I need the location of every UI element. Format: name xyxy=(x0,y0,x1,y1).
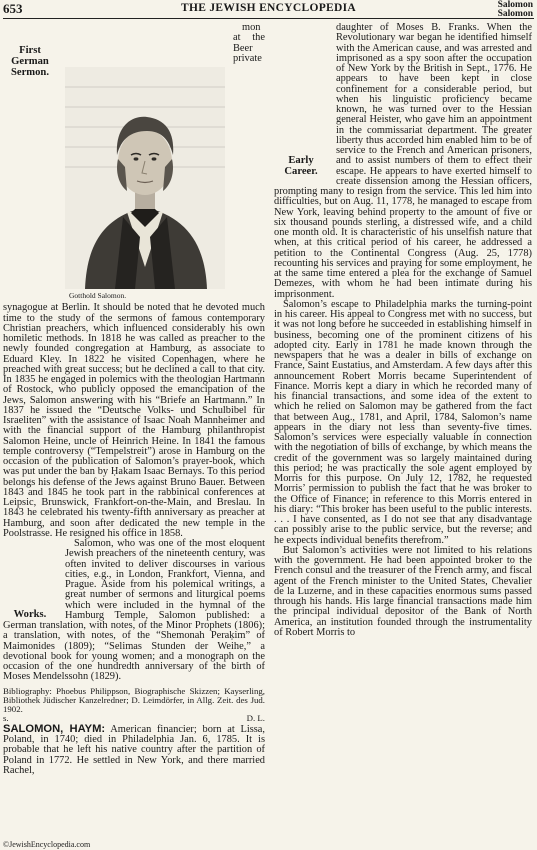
signature-line xyxy=(3,714,265,724)
running-head-line-2: Salomon xyxy=(497,9,533,19)
portrait-figure xyxy=(65,67,225,301)
header-rule xyxy=(3,18,534,19)
site-watermark: ©JewishEncyclopedia.com xyxy=(3,840,91,849)
journal-title: THE JEWISH ENCYCLOPEDIA xyxy=(181,2,356,14)
right-paragraph-2: Salomon’s escape to Philadelphia marks the turning-point in his career. His appeal to Congress met with no success, but it was not long before he succeeded in establishing himself in business, becoming one of the prominent citizens of his adopted city. Early in 1781 he made known through the newspapers that he was a dealer in bills of exchange on France, Saint Eustatius, and Amsterdam. A few days after this announcement Robert Morris became Superintendent of Finance. Morris kept a diary in which he recorded many of his financial transactions, and some idea of the extent to which he relied on Salomon may be gathered from the fact that between Aug., 1781, and April, 1784, Salomon’s name appears in the diary not less than seventy-five times. Salomon’s services were especially valuable in connection with the negotiation of bills of exchange, by which means the credit of the government was so largely maintained during this period; he was practically the sole agent employed by Morris for this purpose. On July 12, 1782, he requested Morris’ permission to publish the fact that he was broker to the Office of Finance; in reference to this Morris entered in his diary: “This broker has been useful to the public interests. . . . I have consented, as I do not see that any disadvantage can possibly arise to the public service, but the reverse; and he expects individual benefits therefrom.” xyxy=(274,298,532,546)
author-initials: D. L. xyxy=(246,712,265,723)
side-heading-early-career: Early Career. xyxy=(284,155,318,177)
running-head xyxy=(498,1,533,19)
figure-caption: Gotthold Salomon. xyxy=(69,291,127,300)
right-column xyxy=(274,23,532,638)
left-paragraph-1: mon at the Beer private synagogue at Berlin. It should be noted that he devoted much time to the study of the sermons of famous contemporary Christian preachers, which influenced considerably his own homiletic methods. In 1818 he was called as preacher to the newly founded congregation at Hamburg, as associate to Eduard Kley. In 1822 he visited Copenhagen, where he preached with great success; but he declined a call to that city. In 1835 he engaged in polemics with the theologian Hartmann of Rostock, who publicly opposed the emancipation of the Jews, Salomon answering with his “Briefe an Hartmann.” In 1837 he issued the “Deutsche Volks- und Schulbibel für Israeliten” with the assistance of Isaac Noah Mannheimer and with the financial support of the Hamburg philanthropist Salomon Heine, uncle of Heinrich Heine. In 1841 the famous temple controversy (“Tempelstreit”) arose in Hamburg on the occasion of the publication of Salomon’s prayer-book, which was put under the ban by Ḥakam Isaac Bernays. To this period belongs his defense of the Jews against Bruno Bauer. Between 1843 and 1845 he took part in the rabbinical conferences at Leipsic, Brunswick, Frankfort-on-the-Main, and Breslau. In 1843 he celebrated his twenty-fifth anniversary as preacher at Hamburg, and soon after dedicated the new temple in the Poolstrasse. He resigned his office in 1858. xyxy=(3,22,265,539)
running-head-line-1: Salomon xyxy=(497,0,533,10)
entry-salomon-haym xyxy=(3,724,265,776)
entry-heading: SALOMON, HAYM: xyxy=(3,722,106,735)
right-paragraph-3: But Salomon’s activities were not limited to his relations with the government. He had been appointed broker to the French consul and the treasurer of the French army, and fiscal agent of the French minister to the United States, Chevalier de la Luzerne, and in these capacities enormous sums passed through his hands. His large financial transactions made him the principal individual depositor of the Bank of North America, an institution founded through the instrumentality of Robert Morris to xyxy=(274,544,532,638)
page-header xyxy=(0,0,537,17)
signature-initial-left: s. xyxy=(3,712,9,723)
page-number: 653 xyxy=(3,1,23,16)
bibliography: Bibliography: Phoebus Philippson, Biographische Skizzen; Kayserling, Bibliothek Jüdischer Kanzelredner; D. Leimdörfer, in Allg. Zeit. des Jud. 1902. xyxy=(3,685,265,714)
entry-body: American financier; born at Lissa, Poland, in 1740; died in Philadelphia Jan. 6, 1785. It is probable that he left his native country after the partition of Poland in 1772. He settled in New York, and there married Rachel, xyxy=(3,723,266,776)
side-heading-first-german-sermon: First German Sermon. xyxy=(11,45,49,78)
left-paragraph-2: Salomon, who was one of the most eloquent Jewish preachers of the nineteenth century, was often invited to deliver discourses in various cities, e.g., in London, Frankfort, Vienna, and Prague. Aside from his polemical writings, a great number of sermons and liturgical poems which were included in the hymnal of the Hamburg Temple, Salomon published: a German translation, with notes, of the Minor Prophets (1806); a translation, with notes, of the “Shemonah Peraḳim” of Maimonides (1809); “Selimas Stunden der Weihe,” a devotional book for young women; and a monograph on the occasion of the one hundredth anniversary of the birth of Moses Mendelssohn (1829). xyxy=(3,538,265,683)
right-paragraph-1: daughter of Moses B. Franks. When the Revolutionary war began he identified himself with the American cause, and was arrested and imprisoned as a spy soon after the occupation of New York by the British in Sept., 1776. He appears to have been kept in close confinement for a considerable period, but when his linguistic proficiency became known, he was turned over to the Hessian general Heister, who gave him an appointment in the commissariat department. The greater liberty thus accorded him enabled him to be of service to the French and American prisoners, and to assist numbers of them to effect their escape. He appears to have exerted himself to create dissension among the Hessian officers, prompting many to resign from the service. This led him into difficulties, but on Aug. 11, 1778, he managed to escape from New York, leaving behind property to the amount of five or six thousand pounds sterling, a distressed wife, and a child one month old. It is characteristic of his unselfish nature that when, at this critical period of his career, he addressed a petition to the Continental Congress (Aug. 25, 1778) recounting his services and praying for some employment, he at the same time entered a plea for the exchange of Samuel Demezes, with whom he had been intimate during his imprisonment. xyxy=(274,22,532,300)
portrait-of-gotthold-salomon xyxy=(65,67,225,289)
left-column xyxy=(3,23,265,776)
side-heading-works: Works. xyxy=(13,609,47,620)
